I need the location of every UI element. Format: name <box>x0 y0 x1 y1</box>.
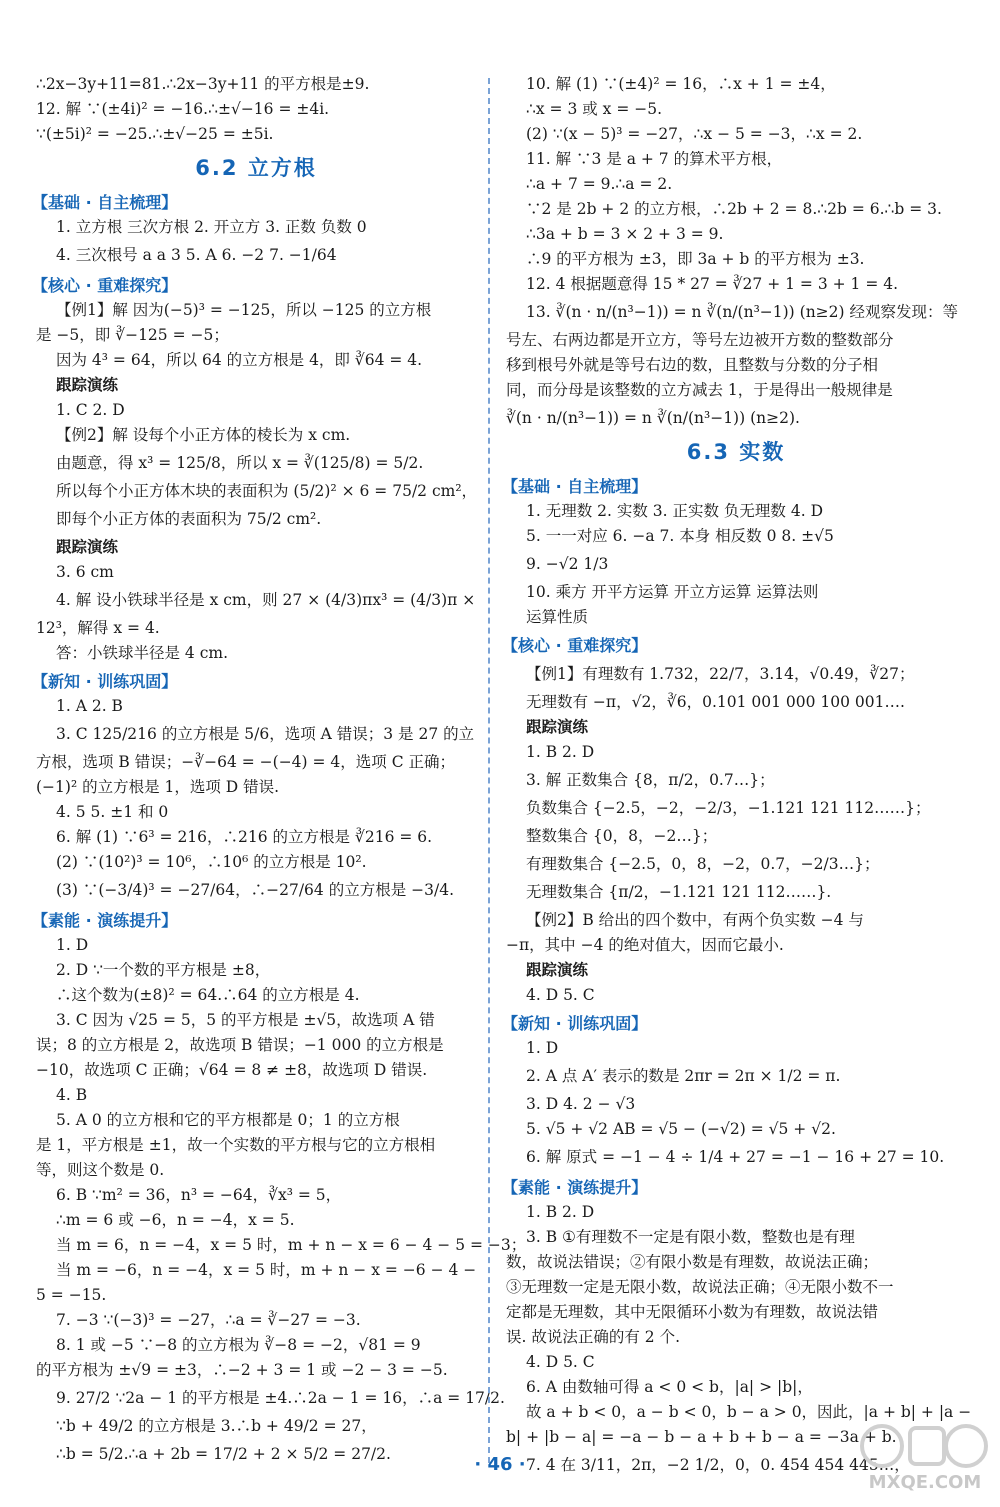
answer-line: 是 1，平方根是 ±1，故一个实数的平方根与它的立方根相 <box>36 1136 436 1154</box>
answer-line: 3. C 因为 √25 = 5，5 的平方根是 ±√5，故选项 A 错 <box>56 1011 435 1029</box>
answer-line: 定都是无理数，其中无限循环小数为有理数，故说法错 <box>506 1303 879 1321</box>
subsection-heading: 【新知 · 训练巩固】 <box>32 672 178 691</box>
answer-line: 跟踪演练 <box>56 537 119 556</box>
answer-line: 6. A 由数轴可得 a < 0 < b，|a| > |b|， <box>526 1378 813 1396</box>
answer-line: ∵2 是 2b + 2 的立方根，∴2b + 2 = 8.∴2b = 6.∴b = 3. <box>526 200 942 218</box>
answer-line: 无理数有 −π，√2，∛6，0.101 001 000 100 001…. <box>526 693 905 711</box>
answer-line: 2. A 点 A′ 表示的数是 2πr = 2π × 1/2 = π. <box>526 1067 841 1085</box>
answer-line: 1. A 2. B <box>56 697 123 715</box>
answer-line: ∴m = 6 或 −6，n = −4，x = 5. <box>56 1211 295 1229</box>
subsection-heading: 【素能 · 演练提升】 <box>32 911 178 930</box>
answer-line: 5. √5 + √2 AB = √5 − (−√2) = √5 + √2. <box>526 1120 836 1138</box>
answer-line: 1. D <box>526 1039 559 1057</box>
subsection-heading: 【素能 · 演练提升】 <box>502 1178 648 1197</box>
answer-line: 5. A 0 的立方根和它的平方根都是 0；1 的立方根 <box>56 1111 400 1129</box>
answer-line: ∴b = 5/2.∴a + 2b = 17/2 + 2 × 5/2 = 27/2. <box>56 1445 391 1463</box>
answer-line: 6. 解 原式 = −1 − 4 ÷ 1/4 + 27 = −1 − 16 + 27 = 10. <box>526 1148 945 1166</box>
answer-line: 跟踪演练 <box>526 960 589 979</box>
answer-line: ∴3a + b = 3 × 2 + 3 = 9. <box>526 225 724 243</box>
section-title: 6.2 立方根 <box>195 156 317 180</box>
answer-line: 12. 4 根据题意得 15 * 27 = ∛27 + 1 = 3 + 1 = 4. <box>526 275 899 293</box>
answer-line: 3. 6 cm <box>56 563 114 581</box>
answer-line: 7. −3 ∵(−3)³ = −27，∴a = ∛−27 = −3. <box>56 1311 361 1329</box>
right-column <box>502 74 972 1483</box>
watermark-icon <box>860 1420 990 1472</box>
answer-line: 误；8 的立方根是 2，故选项 B 错误；−1 000 的立方根是 <box>36 1036 444 1054</box>
answer-line: 10. 解 (1) ∵(±4)² = 16，∴x + 1 = ±4， <box>526 75 836 93</box>
answer-line: (3) ∵(−3/4)³ = −27/64，∴−27/64 的立方根是 −3/4. <box>56 881 454 899</box>
answer-line: ∴a + 7 = 9.∴a = 2. <box>526 175 673 193</box>
answer-line: 的平方根为 ±√9 = ±3，∴−2 + 3 = 1 或 −2 − 3 = −5. <box>36 1361 448 1379</box>
answer-line: b| + |b − a| = −a − b − a + b + b − a = −3a + b. <box>506 1428 897 1446</box>
answer-line: 因为 4³ = 64，所以 64 的立方根是 4，即 ∛64 = 4. <box>56 351 423 369</box>
answer-line: ∴x = 3 或 x = −5. <box>526 100 663 118</box>
answer-line: 号左、右两边都是开立方，等号左边被开方数的整数部分 <box>506 331 894 349</box>
answer-line: 1. B 2. D <box>526 1203 595 1221</box>
page-number: · 46 · <box>474 1454 526 1475</box>
watermark-text: MXQE.COM <box>868 1472 982 1493</box>
answer-line: 误. 故说法正确的有 2 个. <box>506 1328 680 1346</box>
answer-line: −π，其中 −4 的绝对值大，因而它最小. <box>506 936 784 954</box>
answer-line: ∴9 的平方根为 ±3，即 3a + b 的平方根为 ±3. <box>526 250 865 268</box>
answer-line: ∴这个数为(±8)² = 64.∴64 的立方根是 4. <box>56 986 360 1004</box>
answer-line: 10. 乘方 开平方运算 开立方运算 运算法则 <box>526 583 819 601</box>
answer-line: 有理数集合 {−2.5，0，8，−2，0.7，−2/3…}； <box>526 855 880 873</box>
answer-line: 等，则这个数是 0. <box>36 1161 165 1179</box>
answer-line: 9. 27/2 ∵2a − 1 的平方根是 ±4.∴2a − 1 = 16，∴a = 17/2. <box>56 1389 505 1407</box>
answer-line: 故 a + b < 0，a − b < 0，b − a > 0，因此，|a + b| + |a − <box>526 1403 972 1421</box>
answer-line: 负数集合 {−2.5，−2，−2/3，−1.121 121 112……}； <box>526 799 931 817</box>
answer-line: 12³，解得 x = 4. <box>36 619 160 637</box>
answer-line: 2. D ∵一个数的平方根是 ±8， <box>56 961 271 979</box>
answer-line: ③无理数一定是无限小数，故说法正确；④无限小数不一 <box>506 1278 894 1296</box>
answer-line: 3. B ①有理数不一定是有限小数，整数也是有理 <box>526 1228 855 1246</box>
answer-line: 【例2】B 给出的四个数中，有两个负实数 −4 与 <box>526 911 864 929</box>
answer-line: 1. D <box>56 936 89 954</box>
answer-line: 4. D 5. C <box>526 1353 595 1371</box>
answer-line: 6. 解 (1) ∵6³ = 216，∴216 的立方根是 ∛216 = 6. <box>56 828 433 846</box>
answer-line: ∴2x−3y+11=81.∴2x−3y+11 的平方根是±9. <box>36 75 370 93</box>
answer-line: 移到根号外就是等号右边的数，且整数与分数的分子相 <box>506 356 879 374</box>
section-title: 6.3 实数 <box>686 440 786 464</box>
answer-line: 5. 一一对应 6. −a 7. 本身 相反数 0 8. ±√5 <box>526 527 834 545</box>
answer-line: 11. 解 ∵3 是 a + 7 的算术平方根， <box>526 150 783 168</box>
answer-line: 跟踪演练 <box>56 375 119 394</box>
answer-line: 1. 立方根 三次方根 2. 开立方 3. 正数 负数 0 <box>56 218 367 236</box>
answer-line: −10，故选项 C 正确；√64 = 8 ≠ ±8，故选项 D 错误. <box>36 1061 428 1079</box>
answer-line: 3. D 4. 2 − √3 <box>526 1095 636 1113</box>
subsection-heading: 【核心 · 重难探究】 <box>502 636 648 655</box>
answer-line: 4. D 5. C <box>526 986 595 1004</box>
answer-line: 8. 1 或 −5 ∵−8 的立方根为 ∛−8 = −2，√81 = 9 <box>56 1336 421 1354</box>
answer-line: 5 = −15. <box>36 1286 107 1304</box>
answer-line: (−1)² 的立方根是 1，选项 D 错误. <box>36 778 280 796</box>
answer-line: 3. 解 正数集合 {8，π/2，0.7…}； <box>526 771 775 789</box>
answer-line: 【例2】解 设每个小正方体的棱长为 x cm. <box>56 426 351 444</box>
answer-line: 1. 无理数 2. 实数 3. 正实数 负无理数 4. D <box>526 502 823 520</box>
subsection-heading: 【基础 · 自主梳理】 <box>32 193 178 212</box>
answer-line: 跟踪演练 <box>526 717 589 736</box>
answer-line: 1. C 2. D <box>56 401 125 419</box>
answer-line: 13. ∛(n · n/(n³−1)) = n ∛(n/(n³−1)) (n≥2) 经观察发现：等 <box>526 303 959 321</box>
answer-line: 所以每个小正方体木块的表面积为 (5/2)² × 6 = 75/2 cm²， <box>56 482 478 500</box>
answer-line: 4. B <box>56 1086 88 1104</box>
watermark-logo <box>860 1420 990 1500</box>
answer-line: 【例1】解 因为(−5)³ = −125，所以 −125 的立方根 <box>56 301 432 319</box>
answer-line: 同，而分母是该整数的立方减去 1，于是得出一般规律是 <box>506 381 893 399</box>
answer-line: 当 m = −6，n = −4，x = 5 时，m + n − x = −6 − 4 − <box>56 1261 477 1279</box>
answer-line: 4. 解 设小铁球半径是 x cm，则 27 × (4/3)πx³ = (4/3)π × <box>56 591 476 609</box>
answer-line: 6. B ∵m² = 36，n³ = −64，∛x³ = 5， <box>56 1186 342 1204</box>
answer-line: 整数集合 {0，8，−2…}； <box>526 827 718 845</box>
answer-line: 运算性质 <box>526 608 589 626</box>
answer-line: ∵(±5i)² = −25.∴±√−25 = ±5i. <box>36 125 274 143</box>
answer-line: 9. −√2 1/3 <box>526 555 609 573</box>
answer-line: 方根，选项 B 错误；−∛−64 = −(−4) = 4，选项 C 正确； <box>36 753 456 771</box>
subsection-heading: 【核心 · 重难探究】 <box>32 276 178 295</box>
answer-line: 12. 解 ∵(±4i)² = −16.∴±√−16 = ±4i. <box>36 100 330 118</box>
answer-line: 7. 4 在 3/11，2π，−2 1/2，0，0. 454 454 445…， <box>526 1456 910 1474</box>
answer-line: 是 −5，即 ∛−125 = −5； <box>36 326 229 344</box>
left-column <box>32 74 527 1472</box>
answer-line: 答：小铁球半径是 4 cm. <box>56 644 229 662</box>
answer-line: ∛(n · n/(n³−1)) = n ∛(n/(n³−1)) (n≥2). <box>506 409 800 427</box>
answer-line: 数，故说法错误；②有限小数是有理数，故说法正确； <box>506 1253 879 1271</box>
subsection-heading: 【基础 · 自主梳理】 <box>502 477 648 496</box>
answer-line: 4. 5 5. ±1 和 0 <box>56 803 169 821</box>
column-divider <box>488 78 490 1463</box>
answer-line: 【例1】有理数有 1.732，22/7，3.14，√0.49，∛27； <box>526 665 915 683</box>
answer-line: 3. C 125/216 的立方根是 5/6，选项 A 错误；3 是 27 的立 <box>56 725 475 743</box>
subsection-heading: 【新知 · 训练巩固】 <box>502 1014 648 1033</box>
answer-line: 当 m = 6，n = −4，x = 5 时，m + n − x = 6 − 4 − 5 = −3； <box>56 1236 527 1254</box>
answer-line: 即每个小正方体的表面积为 75/2 cm². <box>56 510 322 528</box>
answer-line: (2) ∵(x − 5)³ = −27，∴x − 5 = −3，∴x = 2. <box>526 125 863 143</box>
answer-line: ∵b + 49/2 的立方根是 3.∴b + 49/2 = 27， <box>56 1417 377 1435</box>
answer-line: 1. B 2. D <box>526 743 595 761</box>
answer-line: 由题意，得 x³ = 125/8，所以 x = ∛(125/8) = 5/2. <box>56 454 424 472</box>
answer-line: (2) ∵(10²)³ = 10⁶，∴10⁶ 的立方根是 10². <box>56 853 367 871</box>
answer-line: 4. 三次根号 a a 3 5. A 6. −2 7. −1/64 <box>56 246 337 264</box>
answer-line: 无理数集合 {π/2，−1.121 121 112……}. <box>526 883 832 901</box>
